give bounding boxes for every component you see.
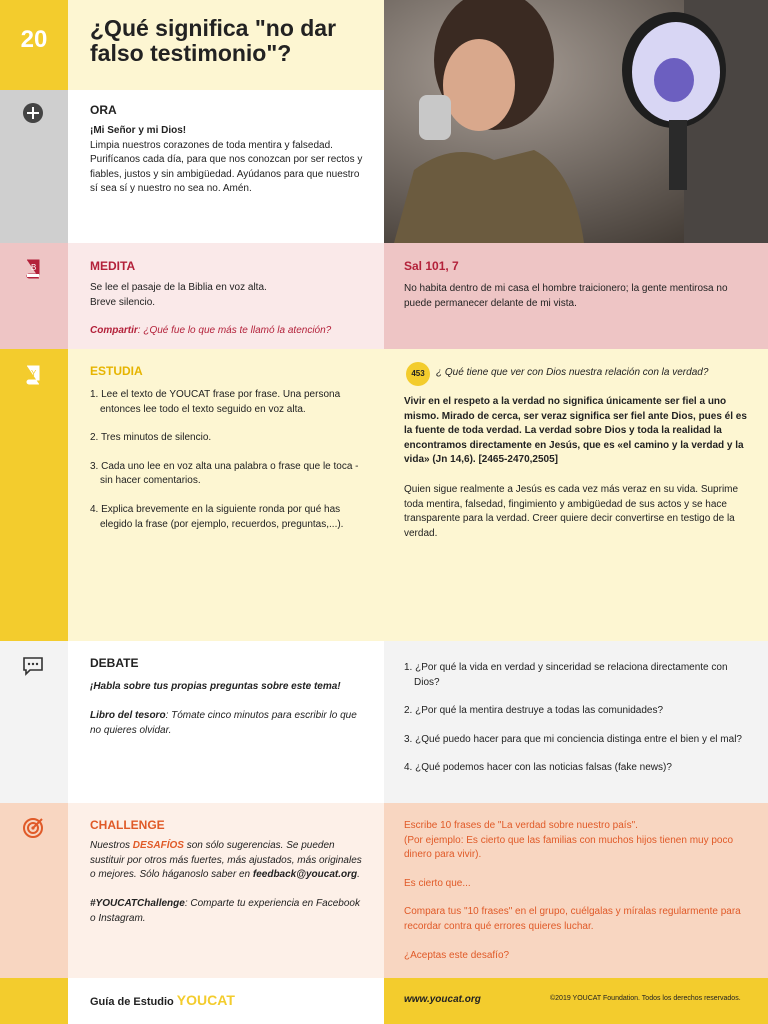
debate-questions	[404, 661, 752, 790]
target-icon	[22, 817, 46, 841]
challenge-section	[0, 803, 768, 978]
speech-bubble-icon	[22, 655, 46, 679]
youcat-question: ¿ Qué tiene que ver con Dios nuestra relación con la verdad?	[436, 367, 709, 378]
bible-icon	[22, 257, 46, 281]
challenge-heading: CHALLENGE	[90, 818, 165, 832]
ora-section	[0, 90, 768, 243]
estudia-steps	[90, 388, 368, 546]
libro-tesoro: Libro del tesoro: Tómate cinco minutos para escribir lo que no quieres olvidar.	[90, 710, 357, 736]
book-icon	[22, 363, 46, 387]
youcat-comment: Quien sigue realmente a Jesús es cada vez más veraz en su vida. Suprime toda mentira, falsedad, fingimiento y ambigüedad de sus actos y se hace transparente para la verdad. Creer quiere decir convertirse en testigo de la verdad.	[404, 484, 739, 539]
bible-verse: No habita dentro de mi casa el hombre traicionero; la gente mentirosa no puede permanecer delante de mi vista.	[404, 283, 728, 309]
list-item: 1. Lee el texto de YOUCAT frase por frase. Una persona entonces lee todo el texto seguido en voz alta.	[90, 389, 341, 415]
website-link[interactable]: www.youcat.org	[404, 994, 481, 1005]
svg-text:Y: Y	[31, 369, 37, 378]
lesson-number: 20	[20, 26, 48, 53]
list-item: 2. ¿Por qué la mentira destruye a todas las comunidades?	[404, 705, 664, 717]
svg-text:B: B	[31, 263, 37, 272]
challenge-intro: Nuestros DESAFÍOS son sólo sugerencias. Se pueden sustituir por otros más fuertes, más ajustados, más originales o mejores. Sólo háganoslo saber en feedback@youcat.org.	[90, 840, 362, 881]
medita-text: Se lee el pasaje de la Biblia en voz alta. Breve silencio. Compartir: ¿Qué fue lo que más te llamó la atención?	[90, 282, 332, 337]
youcat-logo: YOUCAT	[176, 992, 235, 1008]
debate-heading: DEBATE	[90, 656, 139, 670]
list-item: 4. ¿Qué podemos hacer con las noticias falsas (fake news)?	[404, 762, 672, 774]
bible-reference: Sal 101, 7	[404, 259, 459, 273]
medita-section	[0, 243, 768, 349]
title-block	[68, 0, 384, 90]
page-title: ¿Qué significa "no dar falso testimonio"?	[90, 15, 337, 66]
list-item: 2. Tres minutos de silencio.	[90, 432, 212, 444]
prayer-text: ¡Mi Señor y mi Dios! Limpia nuestros corazones de toda mentira y falsedad. Purifícanos cada día, para que nos conozcan por ser rectos y fiables, justos y sin ambigüedad. Ayúdanos para que nuestro sí sea sí y nuestro no sea no. Amén.	[90, 125, 363, 195]
number-block	[0, 0, 68, 90]
list-item: 4. Explica brevemente en la siguiente ronda por qué has elegido la frase (por ejemplo, recuerdos, preguntas,...).	[90, 503, 344, 530]
youcat-answer: Vivir en el respeto a la verdad no significa únicamente ser fiel a uno mismo. Mirado de cerca, ser veraz significa ser fiel ante Dios, pues él es la fuente de toda verdad. La verdad sobre Dios y toda la realidad la encontramos directamente en Jesús, que es «el camino y la verdad y la vida» (Jn 14,6). [2465-2470,2505]	[404, 396, 747, 466]
list-item: 1. ¿Por qué la vida en verdad y sinceridad se relaciona directamente con Dios?	[404, 662, 728, 688]
medita-heading: MEDITA	[90, 259, 136, 273]
debate-prompt: ¡Habla sobre tus propias preguntas sobre este tema!	[90, 681, 341, 692]
footer	[0, 978, 768, 1024]
youcat-number-badge: 453	[406, 362, 430, 386]
ora-heading: ORA	[90, 103, 117, 117]
footer-guide: Guía de Estudio YOUCAT	[90, 992, 235, 1008]
copyright: ©2019 YOUCAT Foundation. Todos los derechos reservados.	[550, 995, 741, 1002]
list-item: 3. Cada uno lee en voz alta una palabra o frase que le toca - sin hacer comentarios.	[90, 460, 359, 487]
list-item: 3. ¿Qué puedo hacer para que mi conciencia distinga entre el bien y el mal?	[404, 733, 742, 745]
challenge-hashtag: #YOUCATChallenge: Comparte tu experiencia en Facebook o Instagram.	[90, 898, 360, 924]
plus-icon	[22, 102, 46, 126]
debate-section	[0, 641, 768, 803]
estudia-section	[0, 349, 768, 641]
estudia-heading: ESTUDIA	[90, 364, 143, 378]
challenge-tasks: Escribe 10 frases de "La verdad sobre nuestro país". (Por ejemplo: Es cierto que las familias con muchos hijos tienen muy poco dinero para vivir). Es cierto que... Compara tus "10 frases" en el grupo, cuélgalas y míralas regularmente para recordar contra qué errores quieres luchar. ¿Aceptas este desafío?	[404, 820, 741, 961]
feedback-email-link[interactable]: feedback@youcat.org	[252, 869, 358, 881]
